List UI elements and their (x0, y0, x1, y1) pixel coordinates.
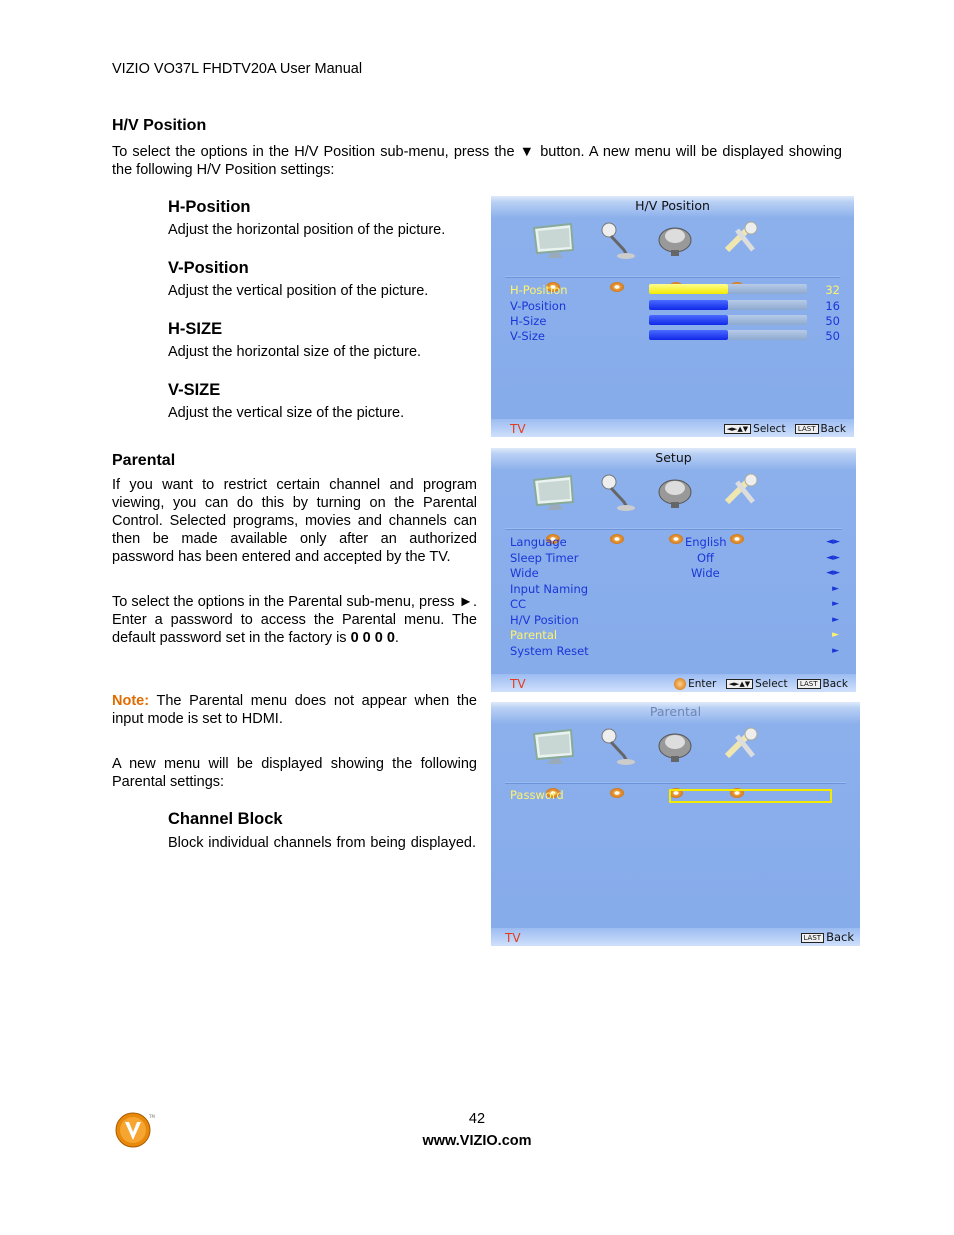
picture-icon (529, 472, 579, 512)
document-header: VIZIO VO37L FHDTV20A User Manual (112, 61, 363, 77)
parental-section-title: Parental (112, 452, 176, 469)
osd-menu-icons (491, 726, 860, 784)
osd-hv-position-panel (491, 196, 854, 437)
hv-item-desc: Adjust the vertical size of the picture. (168, 405, 405, 421)
hv-item-title: H-Position (168, 198, 251, 216)
h-position-value: 32 (825, 283, 840, 297)
h-size-slider[interactable] (649, 315, 807, 325)
parental-paragraph-1: If you want to restrict certain channel and program viewing, you can do this by turning on the Parental Control. Selected programs, movies and channels can then be made available only after an authorized password has been entered and accepted by the TV. (112, 477, 477, 565)
last-key-icon: LAST (795, 424, 819, 434)
parental-paragraph-2: To select the options in the Parental sub-menu, press ►. Enter a password to access the Parental menu. The default password set in the factory is 0 0 0 0. (112, 594, 477, 646)
wide-value: Wide (691, 566, 720, 580)
hv-item-desc: Adjust the vertical position of the picture. (168, 283, 429, 299)
osd-menu-icons (491, 220, 854, 278)
left-right-arrows-icon: ◄► (826, 568, 840, 578)
audio-icon (594, 220, 644, 260)
osd-title: Setup (655, 450, 692, 465)
hv-item-desc: Adjust the horizontal size of the picture. (168, 344, 422, 360)
hv-section-intro: To select the options in the H/V Position sub-menu, press the ▼ button. A new menu will be displayed showing the following H/V Position settings: (112, 144, 842, 178)
left-right-arrows-icon: ◄► (826, 537, 840, 547)
setup-arrow-icon (730, 534, 744, 544)
osd-row-h-position[interactable]: H-Position (510, 283, 568, 297)
hv-item-title: V-SIZE (168, 381, 221, 399)
osd-row-wide[interactable]: Wide (510, 566, 539, 580)
nav-keys-icon: ◄►▲▼ (726, 679, 754, 689)
setup-icon (717, 472, 767, 512)
osd-source-label: TV (510, 677, 526, 691)
osd-row-cc[interactable]: CC (510, 597, 527, 611)
picture-icon (529, 726, 579, 766)
v-position-slider[interactable] (649, 300, 807, 310)
tv-icon (651, 220, 701, 260)
osd-parental-panel (491, 702, 860, 946)
footer-url[interactable]: www.VIZIO.com (422, 1133, 532, 1149)
osd-divider (505, 528, 842, 530)
password-label: Password (510, 788, 564, 802)
parental-note: Note: The Parental menu does not appear when the input mode is set to HDMI. (112, 693, 477, 727)
picture-icon (529, 220, 579, 260)
note-label: Note: (112, 693, 150, 709)
osd-setup-panel (491, 448, 856, 692)
right-arrow-icon: ► (832, 646, 839, 656)
right-arrow-icon: ► (832, 615, 839, 625)
language-value: English (685, 535, 727, 549)
enter-key-icon (674, 678, 686, 690)
osd-divider (505, 276, 840, 278)
audio-icon (594, 472, 644, 512)
osd-hints: Enter ◄►▲▼ Select LAST Back (674, 678, 848, 690)
osd-row-parental[interactable]: Parental (510, 628, 558, 642)
osd-row-v-position[interactable]: V-Position (510, 299, 567, 313)
v-size-value: 50 (825, 329, 840, 343)
hv-item-title: V-Position (168, 259, 249, 277)
osd-row-language[interactable]: Language (510, 535, 567, 549)
v-size-slider[interactable] (649, 330, 807, 340)
osd-menu-icons (491, 472, 856, 530)
sleep-timer-value: Off (697, 551, 714, 565)
parental-paragraph-3: A new menu will be displayed showing the following Parental settings: (112, 756, 477, 790)
tv-arrow-icon (669, 534, 683, 544)
audio-icon (594, 726, 644, 766)
page-number: 42 (468, 1111, 486, 1127)
parental-item-desc: Block individual channels from being displayed. (168, 835, 476, 851)
osd-hints: LAST Back (801, 930, 855, 944)
last-key-icon: LAST (801, 933, 825, 943)
right-arrow-icon: ► (832, 599, 839, 609)
osd-row-system-reset[interactable]: System Reset (510, 644, 589, 658)
tv-icon (651, 726, 701, 766)
audio-arrow-icon (610, 534, 624, 544)
h-size-value: 50 (825, 314, 840, 328)
password-input[interactable] (669, 789, 832, 803)
nav-keys-icon: ◄►▲▼ (724, 424, 752, 434)
v-position-value: 16 (825, 299, 840, 313)
osd-row-hv-position[interactable]: H/V Position (510, 613, 579, 627)
h-position-slider[interactable] (649, 284, 807, 294)
hv-section-title: H/V Position (112, 117, 207, 134)
svg-text:TM: TM (149, 1114, 155, 1119)
osd-divider (505, 782, 846, 784)
audio-arrow-icon (610, 788, 624, 798)
hv-item-title: H-SIZE (168, 320, 223, 338)
osd-row-sleep-timer[interactable]: Sleep Timer (510, 551, 579, 565)
hv-item-desc: Adjust the horizontal position of the picture. (168, 222, 446, 238)
osd-hints: ◄►▲▼ Select LAST Back (724, 423, 846, 435)
audio-arrow-icon (610, 282, 624, 292)
setup-icon (717, 220, 767, 260)
tv-icon (651, 472, 701, 512)
osd-row-input-naming[interactable]: Input Naming (510, 582, 589, 596)
right-arrow-icon: ► (832, 584, 839, 594)
default-password: 0 0 0 0 (350, 630, 395, 646)
setup-icon (717, 726, 767, 766)
osd-source-label: TV (505, 931, 521, 945)
right-arrow-icon: ► (832, 630, 839, 640)
osd-row-h-size[interactable]: H-Size (510, 314, 547, 328)
osd-row-v-size[interactable]: V-Size (510, 329, 545, 343)
parental-item-title: Channel Block (168, 810, 283, 828)
last-key-icon: LAST (797, 679, 821, 689)
osd-source-label: TV (510, 422, 526, 436)
osd-title: Parental (649, 704, 702, 719)
osd-title: H/V Position (635, 198, 710, 213)
left-right-arrows-icon: ◄► (826, 553, 840, 563)
